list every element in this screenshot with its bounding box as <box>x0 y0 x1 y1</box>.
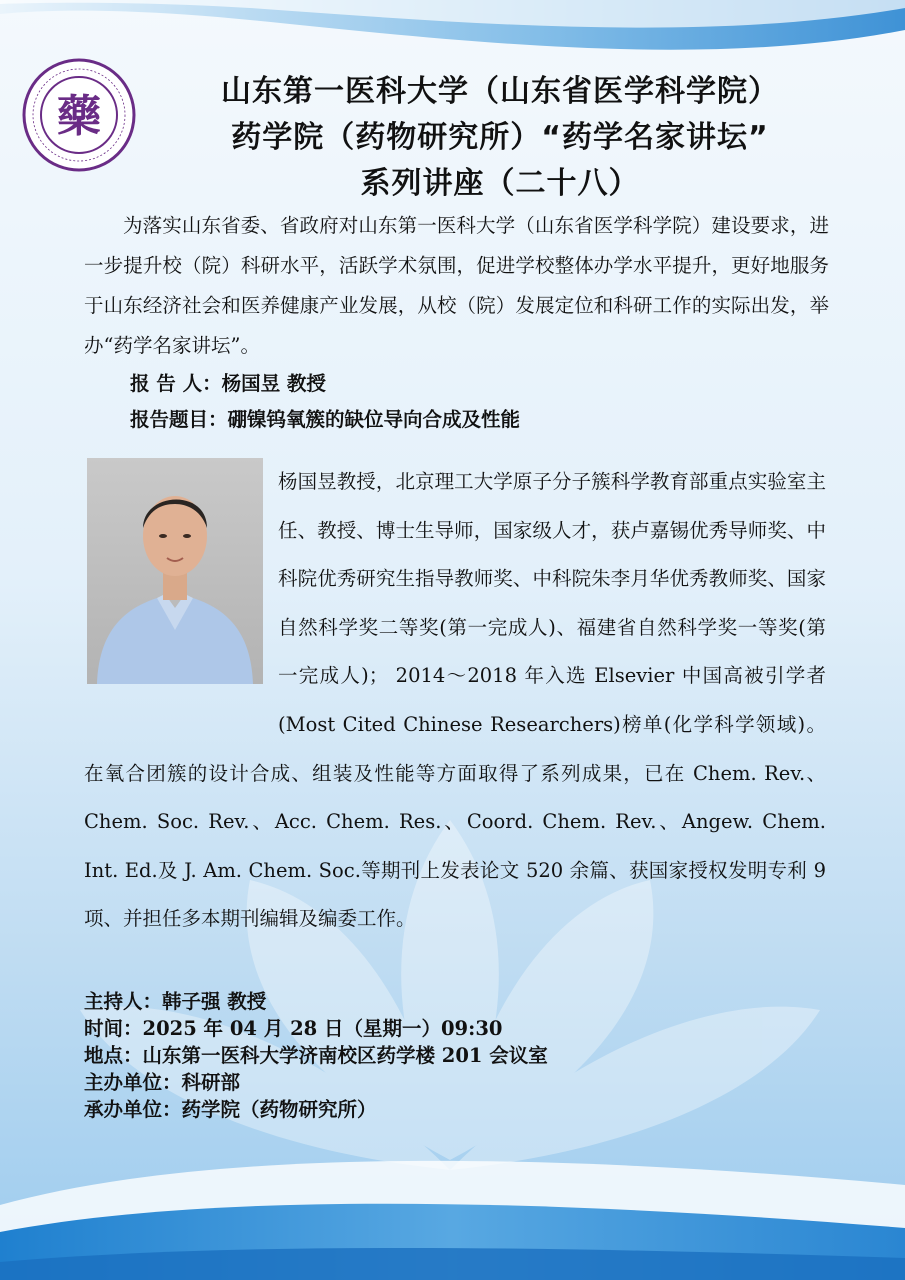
logo-center-glyph: 藥 <box>57 91 101 142</box>
bio-text: 杨国昱教授，北京理工大学原子分子簇科学教育部重点实验室主任、教授、博士生导师，国家级人才，获卢嘉锡优秀导师奖、中科院优秀研究生指导教师奖、中科院朱李月华优秀教师奖、国家自然科学奖二等奖(第一完成人)、福建省自然科学奖一等奖(第一完成人)； 2014～2018 年入选 Elsevier 中国高被引学者(Most Cited Chinese Researchers)榜单(化学科学领域)。在氧合团簇的设计合成、组装及性能等方面取得了系列成果，已在 Chem. Rev.、Chem. Soc. Rev.、Acc. Chem. Res.、Coord. Chem. Rev.、Angew. Chem. Int. Ed.及 J. Am. Chem. Soc.等期刊上发表论文 520 余篇、获国家授权发明专利 9 项、并担任多本期刊编辑及编委工作。 <box>84 470 826 931</box>
topic-label: 报告题目： <box>130 408 228 431</box>
place-line: 地点：山东第一医科大学济南校区药学楼 201 会议室 <box>84 1044 548 1067</box>
university-logo <box>22 58 136 172</box>
topic-title: 硼镍钨氧簇的缺位导向合成及性能 <box>227 408 521 431</box>
intro-paragraph: 为落实山东省委、省政府对山东第一医科大学（山东省医学科学院）建设要求，进一步提升校（院）科研水平，活跃学术氛围，促进学校整体办学水平提升，更好地服务于山东经济社会和医养健康产业发展，从校（院）发展定位和科研工作的实际出发，举办“药学名家讲坛”。 <box>84 214 829 357</box>
photo-spacer <box>84 458 278 703</box>
poster-title-line-3: 系列讲座（二十八） <box>360 166 640 201</box>
host-line: 主持人：韩子强 教授 <box>84 990 267 1013</box>
time-line: 时间：2025 年 04 月 28 日（星期一）09:30 <box>84 1017 503 1040</box>
speaker-line <box>130 368 326 396</box>
poster-title-line-1: 山东第一医科大学（山东省医学科学院） <box>221 74 779 109</box>
organizer-line: 主办单位：科研部 <box>84 1071 241 1094</box>
event-details <box>84 988 548 1123</box>
speaker-bio <box>84 458 826 944</box>
poster-title-line-2: 药学院（药物研究所）“药学名家讲坛” <box>231 120 769 155</box>
speaker-label: 报 告 人： <box>130 372 222 395</box>
co-organizer-line: 承办单位：药学院（药物研究所） <box>84 1098 377 1121</box>
speaker-name: 杨国昱 教授 <box>221 372 326 395</box>
topic-line <box>130 404 520 432</box>
